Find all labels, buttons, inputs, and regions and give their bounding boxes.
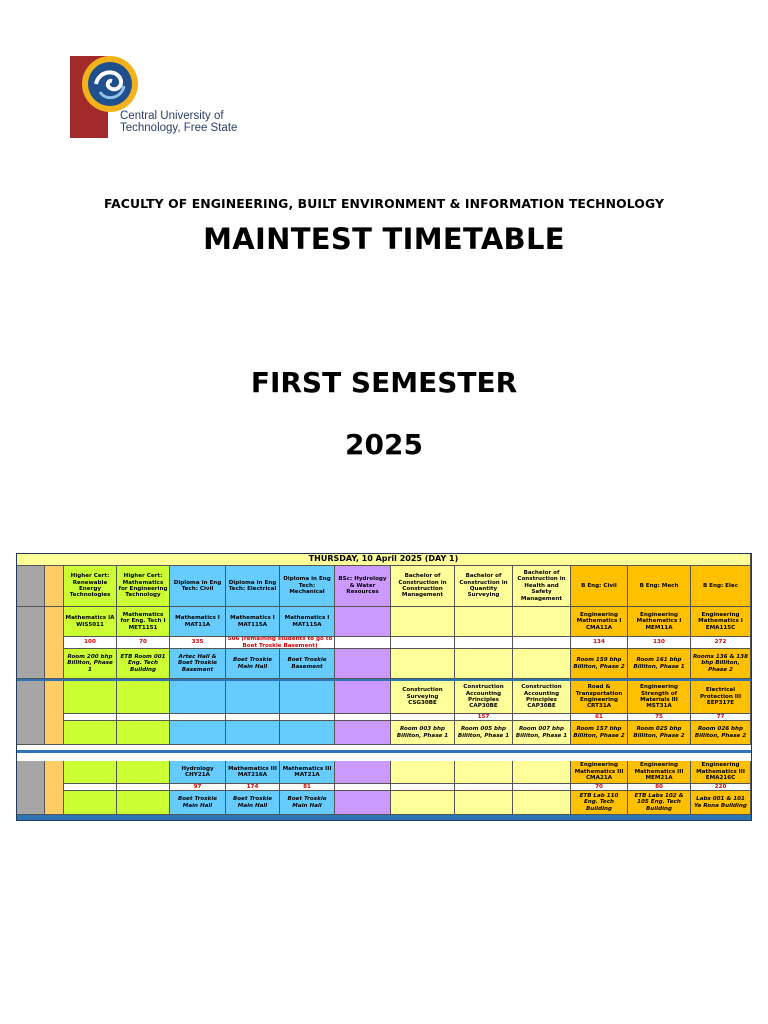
subject-cell: Engineering Strength of Materials III MST31A xyxy=(628,681,691,714)
student-count-cell xyxy=(64,714,117,721)
venue-cell: Room 005 bhp Billiton, Phase 1 xyxy=(455,721,513,745)
venue-cell: Room 025 bhp Billiton, Phase 2 xyxy=(628,721,691,745)
subject-cell xyxy=(117,761,170,784)
venue-cell xyxy=(455,791,513,815)
venue-cell xyxy=(513,649,571,679)
venue-cell: Room 026 bhp Billiton, Phase 2 xyxy=(691,721,751,745)
student-count-cell: 77 xyxy=(691,714,751,721)
student-count-cell xyxy=(513,637,571,649)
student-count-cell xyxy=(391,714,455,721)
venue-cell xyxy=(117,791,170,815)
venue-cell: Room 007 bhp Billiton, Phase 1 xyxy=(513,721,571,745)
venue-cell: Boet Troskie Basement xyxy=(280,649,335,679)
subject-cell xyxy=(226,681,280,714)
subject-cell: Engineering Mathematics III MEM21A xyxy=(628,761,691,784)
student-count-cell: 70 xyxy=(571,784,628,791)
student-count-cell xyxy=(335,714,391,721)
session-label-cell xyxy=(45,761,64,815)
subject-cell: Construction Accounting Principles CAP30BE xyxy=(513,681,571,714)
semester-heading: FIRST SEMESTER xyxy=(250,366,518,399)
venue-cell xyxy=(170,721,226,745)
subject-cell: Engineering Mathematics I MEM11A xyxy=(628,607,691,637)
subject-cell: Mathematics IA WIS5011 xyxy=(64,607,117,637)
cut-logo xyxy=(68,54,238,138)
day-header: THURSDAY, 10 April 2025 (DAY 1) xyxy=(17,554,751,566)
student-count-cell xyxy=(117,714,170,721)
subject-cell: Mathematics I MAT115A xyxy=(226,607,280,637)
student-count-cell xyxy=(513,784,571,791)
student-count-cell: 130 xyxy=(628,637,691,649)
student-count-cell xyxy=(280,714,335,721)
student-count-cell: 70 xyxy=(117,637,170,649)
venue-cell xyxy=(335,649,391,679)
faculty-heading: FACULTY OF ENGINEERING, BUILT ENVIRONMENT & INFORMATION TECHNOLOGY xyxy=(103,196,665,211)
logo-wordmark xyxy=(120,110,237,134)
student-count-cell: 506 (remaining students to go to Boet Troskie Basement) xyxy=(226,637,335,649)
venue-cell: Boet Troskie Main Hall xyxy=(226,791,280,815)
student-count-cell: 97 xyxy=(170,784,226,791)
subject-cell: Mathematics I MAT115A xyxy=(280,607,335,637)
subject-cell: Mathematics III MAT21A xyxy=(280,761,335,784)
venue-cell xyxy=(513,791,571,815)
subject-cell xyxy=(280,681,335,714)
student-count-cell xyxy=(226,714,280,721)
programme-header: Higher Cert: Renewable Energy Technologies xyxy=(64,566,117,607)
venue-cell: Room 161 bhp Billiton, Phase 1 xyxy=(628,649,691,679)
venue-cell xyxy=(280,721,335,745)
programme-header: Bachelor of Construction in Construction Management xyxy=(391,566,455,607)
logo-line-1: Central University of xyxy=(120,110,224,122)
subject-cell: Engineering Mathematics I CMA11A xyxy=(571,607,628,637)
programme-header: Diploma in Eng Tech: Electrical xyxy=(226,566,280,607)
session-label-cell xyxy=(17,761,45,815)
subject-cell: Hydrology CHY21A xyxy=(170,761,226,784)
subject-cell xyxy=(513,761,571,784)
venue-cell: ETB Labs 102 & 105 Eng. Tech Building xyxy=(628,791,691,815)
subject-cell xyxy=(391,607,455,637)
subject-cell xyxy=(335,761,391,784)
venue-cell xyxy=(335,791,391,815)
venue-cell: Labs 001 & 101 Ya Rona Building xyxy=(691,791,751,815)
subject-cell: Construction Accounting Principles CAP30BE xyxy=(455,681,513,714)
subject-cell xyxy=(335,607,391,637)
programme-header: B Eng: Mech xyxy=(628,566,691,607)
programme-header: Diploma in Eng Tech: Mechanical xyxy=(280,566,335,607)
venue-cell: Room 157 bhp Billiton, Phase 2 xyxy=(571,721,628,745)
student-count-cell: 157 xyxy=(455,714,513,721)
student-count-cell xyxy=(335,784,391,791)
venue-cell xyxy=(64,721,117,745)
subject-cell: Engineering Mathematics III CMA21A xyxy=(571,761,628,784)
subject-cell xyxy=(117,681,170,714)
student-count-cell: 335 xyxy=(170,637,226,649)
programme-header: Bachelor of Construction in Health and Safety Management xyxy=(513,566,571,607)
session-label-cell xyxy=(45,681,64,745)
subject-cell xyxy=(64,761,117,784)
student-count-cell xyxy=(64,784,117,791)
session-label-cell xyxy=(17,681,45,745)
venue-cell xyxy=(391,791,455,815)
subject-cell xyxy=(170,681,226,714)
subject-cell xyxy=(64,681,117,714)
page-title: MAINTEST TIMETABLE xyxy=(203,222,565,256)
subject-cell: Engineering Mathematics I EMA115C xyxy=(691,607,751,637)
student-count-cell xyxy=(335,637,391,649)
venue-cell: Boet Troskie Main Hall xyxy=(170,791,226,815)
subject-cell: Mathematics for Eng. Tech I MET1151 xyxy=(117,607,170,637)
student-count-cell: 75 xyxy=(628,714,691,721)
venue-cell: Boet Troskie Main Hall xyxy=(226,649,280,679)
programme-header: B Eng: Elec xyxy=(691,566,751,607)
venue-cell: ETB Room 001 Eng. Tech Building xyxy=(117,649,170,679)
student-count-cell: 220 xyxy=(691,784,751,791)
student-count-cell: 174 xyxy=(226,784,280,791)
subject-cell: Construction Surveying CSG30BE xyxy=(391,681,455,714)
venue-cell: Boet Troskie Main Hall xyxy=(280,791,335,815)
table-bottom-border xyxy=(17,815,751,820)
venue-cell: Artec Hall & Boet Troskie Basement xyxy=(170,649,226,679)
venue-cell: Room 159 bhp Billiton, Phase 2 xyxy=(571,649,628,679)
student-count-cell: 81 xyxy=(280,784,335,791)
venue-cell xyxy=(391,649,455,679)
timetable-table xyxy=(16,553,752,821)
venue-cell: Room 200 bhp Billiton, Phase 1 xyxy=(64,649,117,679)
student-count-cell xyxy=(455,637,513,649)
subject-cell xyxy=(335,681,391,714)
student-count-cell xyxy=(391,637,455,649)
student-count-cell xyxy=(455,784,513,791)
student-count-cell xyxy=(170,714,226,721)
subject-cell xyxy=(391,761,455,784)
subject-cell: Electrical Protection III EEP317E xyxy=(691,681,751,714)
student-count-cell xyxy=(117,784,170,791)
session-label-cell xyxy=(45,607,64,679)
section-divider xyxy=(17,745,751,761)
venue-cell xyxy=(455,649,513,679)
programme-header: Bachelor of Construction in Quantity Surveying xyxy=(455,566,513,607)
row-label-cell xyxy=(45,566,64,607)
venue-cell: Rooms 136 & 138 bhp Billiton, Phase 2 xyxy=(691,649,751,679)
logo-line-2: Technology, Free State xyxy=(120,122,238,134)
programme-header: Higher Cert: Mathematics for Engineering Technology xyxy=(117,566,170,607)
row-label-cell xyxy=(17,566,45,607)
venue-cell xyxy=(226,721,280,745)
venue-cell xyxy=(64,791,117,815)
programme-header: B Eng: Civil xyxy=(571,566,628,607)
subject-cell: Mathematics I MAT11A xyxy=(170,607,226,637)
student-count-cell: 134 xyxy=(571,637,628,649)
student-count-cell: 80 xyxy=(628,784,691,791)
student-count-cell: 61 xyxy=(571,714,628,721)
student-count-cell: 272 xyxy=(691,637,751,649)
subject-cell: Road & Transportation Engineering CRT31A xyxy=(571,681,628,714)
student-count-cell xyxy=(391,784,455,791)
subject-cell xyxy=(455,607,513,637)
venue-cell xyxy=(335,721,391,745)
session-label-cell xyxy=(17,607,45,679)
student-count-cell xyxy=(513,714,571,721)
subject-cell: Engineering Mathematics III EMA216C xyxy=(691,761,751,784)
year-heading: 2025 xyxy=(345,428,423,461)
subject-cell: Mathematics III MAT216A xyxy=(226,761,280,784)
programme-header: BSc: Hydrology & Water Resources xyxy=(335,566,391,607)
programme-header: Diploma in Eng Tech: Civil xyxy=(170,566,226,607)
venue-cell: Room 003 bhp Billiton, Phase 1 xyxy=(391,721,455,745)
subject-cell xyxy=(455,761,513,784)
venue-cell xyxy=(117,721,170,745)
venue-cell: ETB Lab 110 Eng. Tech Building xyxy=(571,791,628,815)
subject-cell xyxy=(513,607,571,637)
student-count-cell: 100 xyxy=(64,637,117,649)
